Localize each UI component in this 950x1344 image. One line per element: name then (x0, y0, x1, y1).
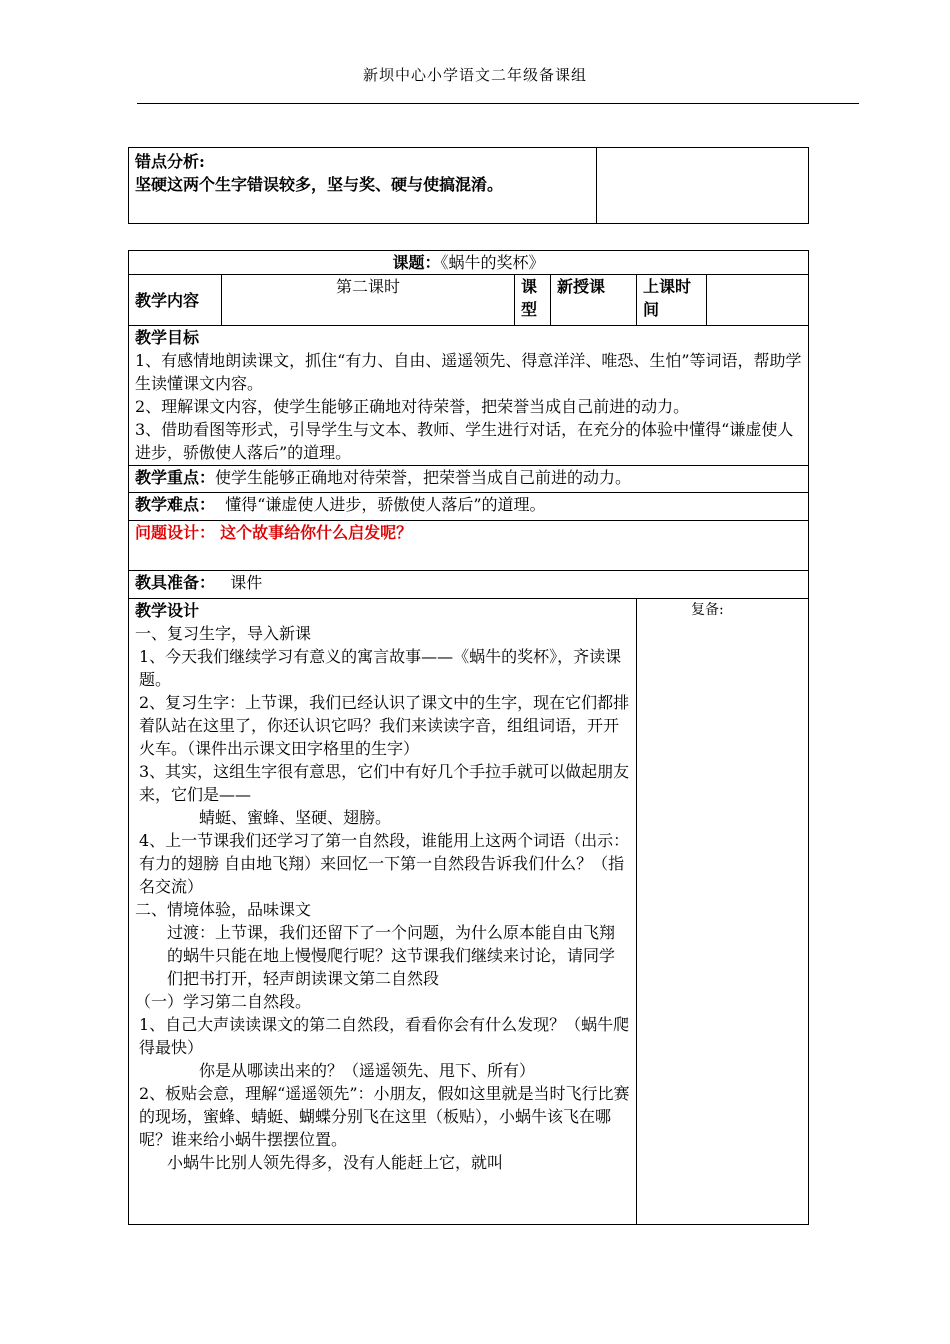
design-line: 你是从哪读出来的？（遥遥领先、甩下、所有） (199, 1061, 536, 1080)
lesson-plan-table (128, 250, 809, 1225)
design-line: 1、今天我们继续学习有意义的寓言故事——《蜗牛的奖杯》，齐读课题。 (139, 647, 622, 689)
key-point-label: 教学重点： (135, 468, 216, 487)
header-rule (137, 103, 859, 104)
topic-label: 课题： (392, 253, 441, 272)
design-line: 2、复习生字：上节课，我们已经认识了课文中的生字，现在它们都排着队站在这里了，你还认识它吗？我们来读读字音，组组词语，开开火车。（课件出示课文田字格里的生字） (139, 693, 630, 758)
goal-item: 1、有感情地朗读课文，抓住“有力、自由、遥遥领先、得意洋洋、唯恐、生怕”等词语，帮助学生读懂课文内容。 (135, 351, 802, 393)
time-value (707, 275, 809, 326)
time-label: 上课时间 (637, 275, 707, 326)
content-value: 第二课时 (222, 275, 515, 326)
key-point-cell (129, 466, 809, 493)
error-analysis-table (128, 147, 809, 224)
difficulty-cell (129, 493, 809, 521)
key-point-text: 使学生能够正确地对待荣誉，把荣誉当成自己前进的动力。 (215, 468, 632, 487)
error-analysis-label: 错点分析: (135, 152, 205, 171)
type-value: 新授课 (551, 275, 637, 326)
error-analysis-text: 坚硬这两个生字错误较多，坚与奖、硬与使搞混淆。 (135, 175, 504, 194)
design-line: 过渡：上节课，我们还留下了一个问题，为什么原本能自由飞翔的蜗牛只能在地上慢慢爬行呢？这节课我们继续来讨论，请同学们把书打开，轻声朗读课文第二自然段 (167, 923, 616, 988)
error-analysis-side-cell (597, 148, 809, 224)
tools-label: 教具准备： (135, 573, 216, 592)
content-label: 教学内容 (129, 275, 222, 326)
tools-cell (129, 571, 809, 599)
design-line: 2、板贴会意，理解“遥遥领先”：小朋友，假如这里就是当时飞行比赛的现场，蜜蜂、蜻蜓、蝴蝶分别飞在这里（板贴），小蜗牛该飞在哪呢？谁来给小蜗牛摆摆位置。 (139, 1084, 630, 1149)
review-cell (637, 599, 809, 1225)
design-label: 教学设计 (135, 601, 200, 620)
review-label: 复备: (691, 602, 724, 618)
goals-cell (129, 326, 809, 466)
page-header: 新坝中心小学语文二年级备课组 (362, 66, 587, 84)
difficulty-label: 教学难点： (135, 495, 216, 514)
type-label: 课型 (515, 275, 551, 326)
goal-item: 2、理解课文内容，使学生能够正确地对待荣誉，把荣誉当成自己前进的动力。 (135, 397, 690, 416)
goal-item: 3、借助看图等形式，引导学生与文本、教师、学生进行对话，在充分的体验中懂得“谦虚使人进步，骄傲使人落后”的道理。 (135, 420, 794, 462)
tools-text: 课件 (230, 573, 263, 592)
design-line: 蜻蜓、蜜蜂、坚硬、翅膀。 (199, 808, 392, 827)
design-cell (129, 599, 637, 1225)
difficulty-text: 懂得“谦虚使人进步，骄傲使人落后”的道理。 (225, 495, 546, 514)
error-analysis-cell (129, 148, 597, 224)
design-line: （一）学习第二自然段。 (135, 992, 312, 1011)
question-label: 问题设计： (135, 523, 216, 542)
design-line: 二、情境体验，品味课文 (135, 900, 312, 919)
design-line: 一、复习生字，导入新课 (135, 624, 312, 643)
question-text: 这个故事给你什么启发呢？ (220, 523, 413, 542)
design-line: 1、自己大声读读课文的第二自然段，看看你会有什么发现？（蜗牛爬得最快） (139, 1015, 630, 1057)
design-line: 4、上一节课我们还学习了第一自然段，谁能用上这两个词语（出示：有力的翅膀 自由地飞翔）来回忆一下第一自然段告诉我们什么？（指名交流） (139, 831, 630, 896)
question-cell (129, 521, 809, 571)
topic-cell (129, 251, 809, 275)
design-line: 3、其实，这组生字很有意思，它们中有好几个手拉手就可以做起朋友来，它们是—— (139, 762, 630, 804)
topic-title: 《蜗牛的奖杯》 (440, 253, 545, 272)
design-line: 小蜗牛比别人领先得多，没有人能赶上它，就叫 (167, 1153, 504, 1172)
goals-label: 教学目标 (135, 328, 200, 347)
